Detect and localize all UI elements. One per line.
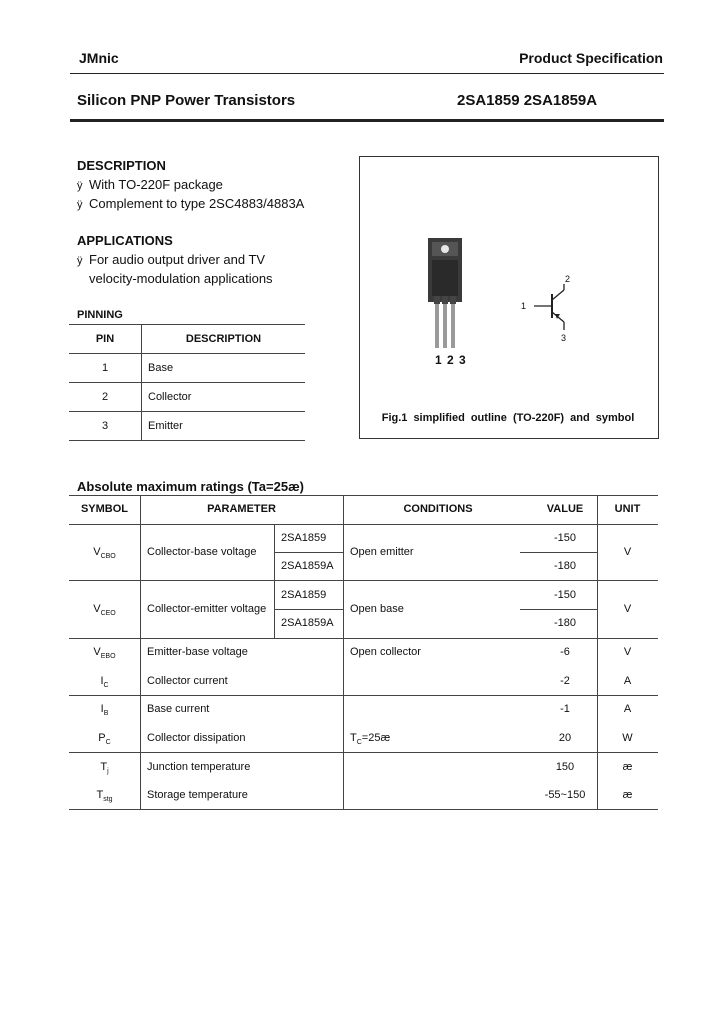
table-row xyxy=(69,383,305,412)
figure-box xyxy=(359,156,659,439)
part-number: 2SA1859A xyxy=(281,617,334,629)
pinning-heading: PINNING xyxy=(77,309,123,321)
symbol-label-collector: 2 xyxy=(565,274,571,284)
figure-caption: Fig.1 simplified outline (TO-220F) and symbol xyxy=(381,412,635,424)
pin-description: Base xyxy=(142,354,306,383)
part-number: 2SA1859A xyxy=(281,560,334,572)
header-rule xyxy=(70,73,664,74)
value: -55~150 xyxy=(544,789,586,801)
value: -1 xyxy=(560,703,570,715)
unit: V xyxy=(623,546,632,558)
col-divider xyxy=(343,495,344,809)
column-header: CONDITIONS xyxy=(403,503,473,515)
unit: æ xyxy=(622,789,633,801)
pnp-transistor-symbol-icon xyxy=(530,282,580,338)
value: 150 xyxy=(555,761,575,773)
symbol-tstg: $T_{stg}$ xyxy=(96,789,113,804)
column-header: DESCRIPTION xyxy=(142,325,306,354)
part-number: 2SA1859 xyxy=(281,589,327,601)
ratings-bottom-rule xyxy=(69,809,658,810)
to220f-package-icon xyxy=(420,236,470,351)
pin-number: 2 xyxy=(69,383,142,412)
unit: W xyxy=(622,732,633,744)
parameter-name: Base current xyxy=(147,703,210,715)
applications-heading: APPLICATIONS xyxy=(77,233,173,248)
parameter-name: Collector current xyxy=(147,675,228,687)
row-divider xyxy=(69,695,658,696)
unit: A xyxy=(623,703,632,715)
description-item: ÿ Complement to type 2SC4883/4883A xyxy=(77,196,305,211)
doc-type: Product Specification xyxy=(519,50,663,66)
parameter-name: Junction temperature xyxy=(147,761,251,773)
unit: æ xyxy=(622,761,633,773)
description-heading: DESCRIPTION xyxy=(77,158,166,173)
symbol-pc: $P_C$ xyxy=(98,732,111,747)
unit: V xyxy=(623,603,632,615)
pin-description: Collector xyxy=(142,383,306,412)
bullet-icon: ÿ xyxy=(77,180,83,192)
value: -180 xyxy=(553,560,577,572)
symbol-label-base: 1 xyxy=(521,301,527,311)
symbol-vcbo: $V_{CBO}$ xyxy=(93,546,116,561)
part-numbers: 2SA1859 2SA1859A xyxy=(457,92,598,109)
symbol-vebo: $V_{EBO}$ xyxy=(93,646,116,661)
pin-number: 1 xyxy=(69,354,142,383)
applications-item-continued: velocity-modulation applications xyxy=(89,271,273,286)
condition: Open base xyxy=(350,603,404,615)
package-pin-numbers: 1 2 3 xyxy=(435,353,467,367)
value: 20 xyxy=(558,732,572,744)
title-rule xyxy=(70,119,664,122)
part-number: 2SA1859 xyxy=(281,532,327,544)
symbol-tj: $T_j$ xyxy=(100,761,109,776)
column-header: UNIT xyxy=(614,503,641,515)
row-divider xyxy=(69,580,658,581)
unit: A xyxy=(623,675,632,687)
col-divider xyxy=(274,524,275,638)
symbol-vceo: $V_{CEO}$ xyxy=(93,603,116,618)
row-divider xyxy=(274,609,343,610)
value: -150 xyxy=(553,589,577,601)
description-item: ÿ With TO-220F package xyxy=(77,177,223,192)
unit: V xyxy=(623,646,632,658)
column-header: VALUE xyxy=(546,503,584,515)
table-row xyxy=(69,412,305,441)
value: -2 xyxy=(560,675,570,687)
value: -180 xyxy=(553,617,577,629)
symbol-ib: $I_B$ xyxy=(100,703,109,718)
parameter-name: Storage temperature xyxy=(147,789,248,801)
condition: $T_C=25æ$ xyxy=(350,732,391,747)
table-row xyxy=(69,354,305,383)
ratings-title: Absolute maximum ratings (Ta=25æ) xyxy=(77,479,304,494)
row-divider xyxy=(274,552,343,553)
symbol-ic: $I_C$ xyxy=(100,675,109,690)
table-header-row xyxy=(69,325,305,354)
parameter-name: Collector dissipation xyxy=(147,732,246,744)
parameter-name: Collector-emitter voltage xyxy=(147,603,267,615)
bullet-icon: ÿ xyxy=(77,199,83,211)
pinning-table xyxy=(69,324,305,441)
parameter-name: Emitter-base voltage xyxy=(147,646,248,658)
bullet-icon: ÿ xyxy=(77,255,83,267)
condition: Open emitter xyxy=(350,546,414,558)
parameter-name: Collector-base voltage xyxy=(147,546,257,558)
value: -150 xyxy=(553,532,577,544)
row-divider xyxy=(520,609,597,610)
column-header: PIN xyxy=(69,325,142,354)
symbol-label-emitter: 3 xyxy=(561,333,567,343)
column-header: PARAMETER xyxy=(207,503,276,515)
product-family: Silicon PNP Power Transistors xyxy=(77,92,296,109)
pin-description: Emitter xyxy=(142,412,306,441)
column-header: SYMBOL xyxy=(80,503,129,515)
condition: Open collector xyxy=(350,646,421,658)
row-divider xyxy=(69,524,658,525)
col-divider xyxy=(140,495,141,809)
value: -6 xyxy=(560,646,570,658)
ratings-top-rule xyxy=(69,495,658,496)
brand-name: JMnic xyxy=(79,50,119,66)
row-divider xyxy=(69,752,658,753)
row-divider xyxy=(520,552,597,553)
row-divider xyxy=(69,638,658,639)
pin-number: 3 xyxy=(69,412,142,441)
applications-item: ÿ For audio output driver and TV xyxy=(77,252,266,267)
